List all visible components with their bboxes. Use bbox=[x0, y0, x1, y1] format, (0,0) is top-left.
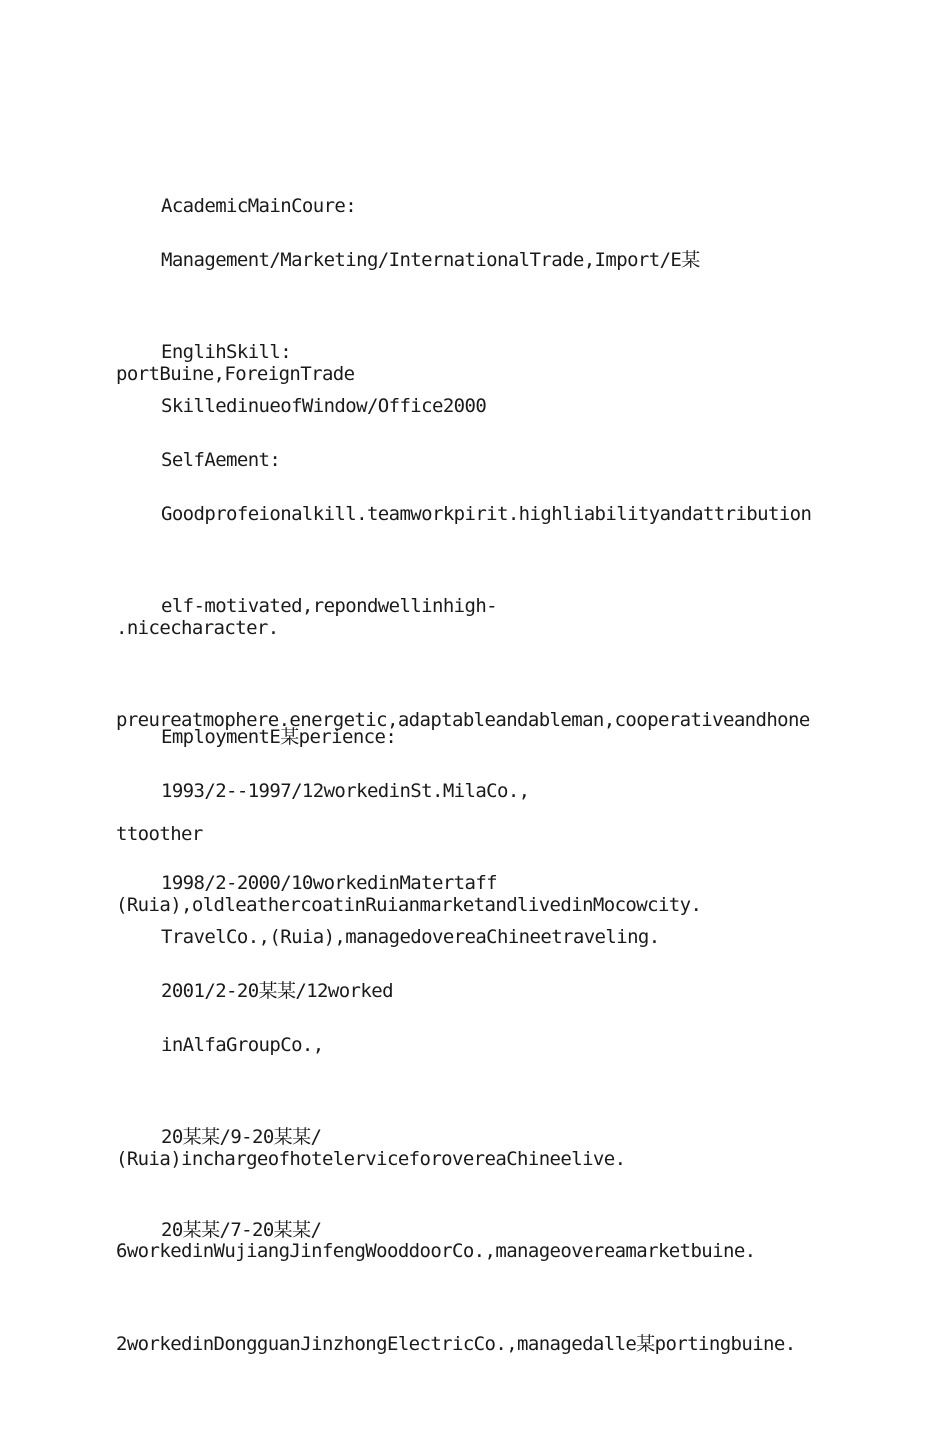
employment-entry-2: 1998/2-2000/10workedinMatertaff bbox=[161, 872, 498, 894]
self-assessment-paragraph-1: Goodprofeionalkill.teamworkpirit.highliabilityandattribution .nicecharacter. bbox=[116, 503, 812, 639]
employment-entry-3: 2001/2-20某某/12worked bbox=[161, 980, 393, 1002]
employment-entry-1: 1993/2--1997/12workedinSt.MilaCo., (Ruia),oldleathercoatinRuianmarketandlivedinMocowcity. bbox=[116, 780, 702, 916]
self-assessment-paragraph-2: elf-motivated,repondwellinhigh- preureatmophere.energetic,adaptableandableman,cooperativeandhone ttoother bbox=[116, 595, 810, 845]
employment-entry-5: 20某某/7-20某某/ 2workedinDongguanJinzhongElectricCo.,managedalle某portingbuine. bbox=[116, 1219, 796, 1355]
employment-entry-3-detail: inAlfaGroupCo., (Ruia)inchargeofhotelerviceforovereaChineelive. bbox=[116, 1034, 626, 1170]
employment-entry-4: 20某某/9-20某某/ 6workedinWujiangJinfengWooddoorCo.,manageovereamarketbuine. bbox=[116, 1126, 756, 1262]
employment-entry-2-detail: TravelCo.,(Ruia),managedovereaChineetraveling. bbox=[161, 926, 660, 948]
academic-main-course-heading: AcademicMainCoure: bbox=[161, 195, 357, 217]
english-skill-heading: EnglihSkill: bbox=[161, 341, 292, 363]
employment-experience-heading: EmploymentE某perience: bbox=[161, 726, 397, 748]
academic-main-course-content: Management/Marketing/InternationalTrade,Import/E某 portBuine,ForeignTrade bbox=[116, 249, 700, 385]
self-assessment-heading: SelfAement: bbox=[161, 449, 281, 471]
english-skill-content: SkilledinueofWindow/Office2000 bbox=[161, 395, 487, 417]
